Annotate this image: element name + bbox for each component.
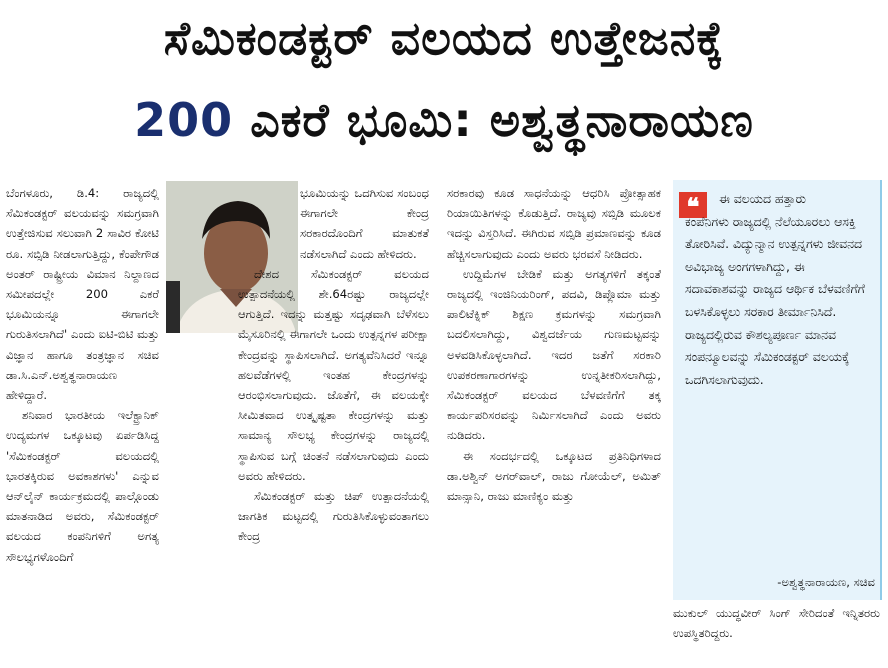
column-2-paragraph-2: ದೇಶದ ಸೆಮಿಕಂಡಕ್ಟರ್ ವಲಯದ ಉತ್ಪಾದನೆಯಲ್ಲಿ ಶೇ.64ರಷ್ಟು ರಾಜ್ಯದಲ್ಲೇ ಆಗುತ್ತಿದೆ. ಇದನ್ನು ಮತ್ತಷ್ಟು ಸದೃಢವಾಗಿ ಬೆಳೆಸಲು ಮೈಸೂರಿನಲ್ಲಿ ಈಗಾಗಲೇ ಒಂದು ಉತ್ಪನ್ನಗಳ ಪರೀಕ್ಷಾ ಕೇಂದ್ರವನ್ನು ಸ್ಥಾಪಿಸಲಾಗಿದೆ. ಅಗತ್ಯವೆನಿಸಿದರೆ ಇನ್ನೂ ಹಲವೆಡೆಗಳಲ್ಲಿ ಇಂತಹ ಕೇಂದ್ರಗಳನ್ನು ಆರಂಭಿಸಲಾಗುವುದು. ಜೊತೆಗೆ, ಈ ವಲಯಕ್ಕೇ ಸೀಮಿತವಾದ ಉತ್ಕೃಷ್ಟತಾ ಕೇಂದ್ರಗಳನ್ನು ಮತ್ತು ಸಾಮಾನ್ಯ ಸೌಲಭ್ಯ ಕೇಂದ್ರಗಳನ್ನು ರಾಜ್ಯದಲ್ಲಿ ಸ್ಥಾಪಿಸುವ ಬಗ್ಗೆ ಚಿಂತನೆ ನಡೆಸಲಾಗುವುದು ಎಂದು ಅವರು ಹೇಳಿದರು. xyxy=(238,266,429,483)
pull-quote-body: ಕಂಪೆನಿಗಳು ರಾಜ್ಯದಲ್ಲಿ ನೆಲೆಯೂರಲು ಆಸಕ್ತಿ ತೋರಿಸಿವೆ. ವಿದ್ಯುನ್ಮಾನ ಉತ್ಪನ್ನಗಳು ಜೀವನದ ಅವಿಭಾಜ್ಯ ಅಂಗಗಳಾಗಿದ್ದು, ಈ ಸದಾವಕಾಶವನ್ನು ರಾಜ್ಯದ ಆರ್ಥಿಕ ಬೆಳವಣಿಗೆಗೆ ಬಳಸಿಕೊಳ್ಳಲು ಸರಕಾರ ತೀರ್ಮಾನಿಸಿದೆ. ರಾಜ್ಯದಲ್ಲಿರುವ ಕೌಶಲ್ಯಪೂರ್ಣ ಮಾನವ ಸಂಪನ್ಮೂಲವನ್ನು ಸೆಮಿಕಂಡಕ್ಟರ್ ವಲಯಕ್ಕೆ ಒದಗಿಸಲಾಗುವುದು. xyxy=(685,213,865,387)
headline-line-2 xyxy=(0,88,888,152)
column-1-paragraph-2: ಶನಿವಾರ ಭಾರತೀಯ ಇಲೆಕ್ಟ್ರಾನಿಕ್ ಉದ್ಯಮಗಳ ಒಕ್ಕೂಟವು ಏರ್ಪಡಿಸಿದ್ದ 'ಸೆಮಿಕಂಡಕ್ಟರ್ ವಲಯದಲ್ಲಿ ಭಾರತಕ್ಕಿರುವ ಅವಕಾಶಗಳು' ಎನ್ನುವ ಆನ್‌ಲೈನ್ ಕಾರ್ಯಕ್ರಮದಲ್ಲಿ ಪಾಲ್ಗೊಂಡು ಮಾತನಾಡಿದ ಅವರು, ಸೆಮಿಕಂಡಕ್ಟರ್ ವಲಯದ ಕಂಪನಿಗಳಿಗೆ ಅಗತ್ಯ ಸೌಲಭ್ಯಗಳೊಂದಿಗೆ xyxy=(6,408,159,564)
column-2-paragraph-3: ಸೆಮಿಕಂಡಕ್ಟರ್ ಮತ್ತು ಚಿಪ್ ಉತ್ಪಾದನೆಯಲ್ಲಿ ಜಾಗತಿಕ ಮಟ್ಟದಲ್ಲಿ ಗುರುತಿಸಿಕೊಳ್ಳುವಂತಾಗಲು ಕೇಂದ್ರ xyxy=(238,489,429,544)
column-2-paragraph-1: ಭೂಮಿಯನ್ನು ಒದಗಿಸುವ ಸಂಬಂಧ ಈಗಾಗಲೇ ಕೇಂದ್ರ ಸರಕಾರದೊಂದಿಗೆ ಮಾತುಕತೆ ನಡೆಸಲಾಗಿದೆ ಎಂದು ಹೇಳಿದರು. xyxy=(300,186,429,261)
column-3-paragraph-2: ಉದ್ದಿಮೆಗಳ ಬೇಡಿಕೆ ಮತ್ತು ಅಗತ್ಯಗಳಿಗೆ ತಕ್ಕಂತೆ ರಾಜ್ಯದಲ್ಲಿ ಇಂಜಿನಿಯರಿಂಗ್, ಪದವಿ, ಡಿಪ್ಲೊಮಾ ಮತ್ತು ಪಾಲಿಟೆಕ್ನಿಕ್ ಶಿಕ್ಷಣ ಕ್ರಮಗಳನ್ನು ಸಮಗ್ರವಾಗಿ ಬದಲಿಸಲಾಗಿದ್ದು, ವಿಶ್ವದರ್ಜೆಯ ಗುಣಮಟ್ಟವನ್ನು ಅಳವಡಿಸಿಕೊಳ್ಳಲಾಗಿದೆ. ಇದರ ಜತೆಗೆ ಸರಕಾರಿ ಉಪಕರಣಾಗಾರಗಳನ್ನು ಉನ್ನತೀಕರಿಸಲಾಗಿದ್ದು, ಸೆಮಿಕಂಡಕ್ಟರ್ ವಲಯದ ಬೆಳವಣಿಗೆಗೆ ತಕ್ಕ ಕಾರ್ಯಪರಿಸರವನ್ನು ನಿರ್ಮಿಸಲಾಗಿದೆ ಎಂದು ಅವರು ನುಡಿದರು. xyxy=(447,266,661,443)
article-column-2 xyxy=(238,183,429,668)
column-3-paragraph-3: ಈ ಸಂದರ್ಭದಲ್ಲಿ ಒಕ್ಕೂಟದ ಪ್ರತಿನಿಧಿಗಳಾದ ಡಾ.ಅಶ್ವಿನ್ ಅಗರ್‌ವಾಲ್, ರಾಜು ಗೋಯೆಲ್, ಅಮಿತ್ ಮಾನ್ಸಾನಿ, ರಾಜು ಮಾಣಿಕ್ಯಂ ಮತ್ತು xyxy=(447,448,661,504)
article-column-1 xyxy=(6,183,159,668)
column-3-paragraph-1: ಸರಕಾರವು ಕೂಡ ಸಾಧನೆಯನ್ನು ಆಧರಿಸಿ ಪ್ರೋತ್ಸಾಹಕ ರಿಯಾಯಿತಿಗಳನ್ನು ಕೊಡುತ್ತಿದೆ. ರಾಜ್ಯವು ಸಬ್ಸಿಡಿ ಮೂಲಕ ಇದನ್ನು ವಿಸ್ತರಿಸಿದೆ. ಈಗಿರುವ ಸಬ್ಸಿಡಿ ಪ್ರಮಾಣವನ್ನು ಕೂಡ ಹೆಚ್ಚಿಸಲಾಗುವುದು ಎಂದು ಅವರು ಭರವಸೆ ನೀಡಿದರು. xyxy=(447,186,661,261)
headline-line-1: ಸೆಮಿಕಂಡಕ್ಟರ್ ವಲಯದ ಉತ್ತೇಜನಕ್ಕೆ xyxy=(163,11,725,65)
article-column-4-tail: ಮುಕುಲ್ ಯುದ್ಧವೀರ್ ಸಿಂಗ್ ಸೇರಿದಂತೆ ಇನ್ನಿತರರು ಉಪಸ್ಥಿತರಿದ್ದರು. xyxy=(673,606,880,641)
article-column-3 xyxy=(447,183,661,668)
pull-quote-attribution: -ಅಶ್ವತ್ಥನಾರಾಯಣ, ಸಚಿವ xyxy=(777,575,875,589)
pull-quote-first-line: ಈ ವಲಯದ ಹತ್ತಾರು xyxy=(719,191,806,206)
headline-number: 200 xyxy=(134,93,234,147)
column-1-paragraph-1: ಬೆಂಗಳೂರು, ಡಿ.4: ರಾಜ್ಯದಲ್ಲಿ ಸೆಮಿಕಂಡಕ್ಟರ್ ವಲಯವನ್ನು ಸಮಗ್ರವಾಗಿ ಉತ್ತೇಜಿಸುವ ಸಲುವಾಗಿ 2 ಸಾವಿರ ಕೋಟಿ ರೂ. ಸಬ್ಸಿಡಿ ನೀಡಲಾಗುತ್ತಿದ್ದು, ಕೆಂಪೇಗೌಡ ಅಂತರ್ ರಾಷ್ಟ್ರೀಯ ವಿಮಾನ ನಿಲ್ದಾಣದ ಸಮೀಪದಲ್ಲೇ 200 ಎಕರೆ ಭೂಮಿಯನ್ನೂ ಈಗಾಗಲೇ ಗುರುತಿಸಲಾಗಿದೆ' ಎಂದು ಐಟಿ-ಬಿಟಿ ಮತ್ತು ವಿಜ್ಞಾನ ಹಾಗೂ ತಂತ್ರಜ್ಞಾನ ಸಚಿವ ಡಾ.ಸಿ.ಎನ್.ಅಶ್ವತ್ಥನಾರಾಯಣ ಹೇಳಿದ್ದಾರೆ. xyxy=(6,186,159,403)
headline-rest: ಎಕರೆ ಭೂಮಿ: ಅಶ್ವತ್ಥನಾರಾಯಣ xyxy=(250,93,754,147)
pull-quote-text xyxy=(685,188,871,391)
pull-quote-box xyxy=(673,180,882,600)
quote-mark-icon: ❝ xyxy=(679,192,707,218)
